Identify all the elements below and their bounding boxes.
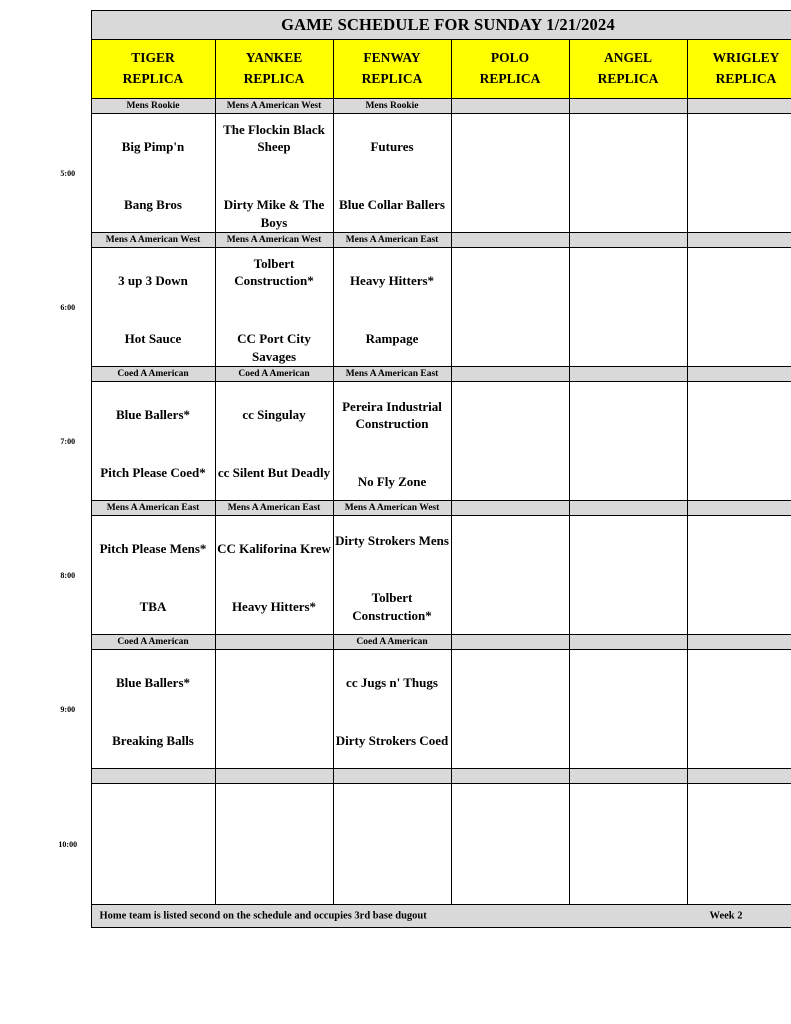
field-header-row xyxy=(45,40,791,99)
division-row-9-spacer xyxy=(45,635,91,650)
division-5-angel xyxy=(569,99,687,114)
game-5-yankee-home: Dirty Mike & The Boys xyxy=(223,197,325,230)
game-7-yankee xyxy=(215,382,333,501)
division-6-wrigley xyxy=(687,233,791,248)
game-7-tiger xyxy=(91,382,215,501)
field-header-spacer xyxy=(45,40,91,99)
footer-row-spacer xyxy=(45,905,91,928)
division-10-fenway xyxy=(333,769,451,784)
game-5-yankee-away: The Flockin Black Sheep xyxy=(223,121,325,155)
game-5-polo xyxy=(451,114,569,233)
game-7-fenway-away: Pereira Industrial Construction xyxy=(342,398,442,432)
field-header-wrigley-line2: REPLICA xyxy=(715,71,777,86)
division-6-tiger: Mens A American West xyxy=(91,233,215,248)
division-row-9 xyxy=(45,635,791,650)
game-5-yankee xyxy=(215,114,333,233)
game-7-yankee-home: cc Silent But Deadly xyxy=(217,465,331,480)
game-5-fenway-home: Blue Collar Ballers xyxy=(339,197,445,212)
game-10-wrigley xyxy=(687,784,791,905)
game-row-8 xyxy=(45,516,791,635)
game-6-fenway-home: Rampage xyxy=(365,331,419,346)
game-10-fenway xyxy=(333,784,451,905)
division-8-tiger: Mens A American East xyxy=(91,501,215,516)
division-9-polo xyxy=(451,635,569,650)
game-6-polo xyxy=(451,248,569,367)
game-6-fenway xyxy=(333,248,451,367)
division-row-6-spacer xyxy=(45,233,91,248)
game-7-fenway-home: No Fly Zone xyxy=(357,473,427,489)
division-8-wrigley xyxy=(687,501,791,516)
division-row-5-spacer xyxy=(45,99,91,114)
game-9-fenway xyxy=(333,650,451,769)
division-6-yankee: Mens A American West xyxy=(215,233,333,248)
division-10-yankee xyxy=(215,769,333,784)
game-8-fenway xyxy=(333,516,451,635)
field-header-polo-line1: POLO xyxy=(490,50,530,66)
game-6-tiger-away: 3 up 3 Down xyxy=(118,273,188,289)
game-8-yankee-away: CC Kaliforina Krew xyxy=(217,541,331,557)
game-6-angel xyxy=(569,248,687,367)
game-6-yankee xyxy=(215,248,333,367)
game-8-tiger-home: TBA xyxy=(139,599,167,614)
game-10-yankee xyxy=(215,784,333,905)
game-8-fenway-home: Tolbert Construction* xyxy=(352,590,432,623)
division-row-7 xyxy=(45,367,791,382)
game-6-yankee-home: CC Port City Savages xyxy=(237,331,311,364)
game-row-9 xyxy=(45,650,791,769)
field-header-tiger-line2: REPLICA xyxy=(122,71,184,86)
game-row-7 xyxy=(45,382,791,501)
game-9-yankee xyxy=(215,650,333,769)
game-7-polo xyxy=(451,382,569,501)
game-8-yankee xyxy=(215,516,333,635)
game-8-fenway-away: Dirty Strokers Mens xyxy=(335,532,449,548)
division-9-wrigley xyxy=(687,635,791,650)
division-10-angel xyxy=(569,769,687,784)
field-header-fenway-line2: REPLICA xyxy=(361,71,423,86)
field-header-tiger-line1: TIGER xyxy=(131,50,175,66)
division-9-yankee xyxy=(215,635,333,650)
game-10-polo xyxy=(451,784,569,905)
division-7-polo xyxy=(451,367,569,382)
page-title: GAME SCHEDULE FOR SUNDAY 1/21/2024 xyxy=(91,11,791,40)
game-5-fenway-away: Futures xyxy=(370,139,414,155)
game-6-tiger xyxy=(91,248,215,367)
division-10-tiger xyxy=(91,769,215,784)
division-9-fenway: Coed A American xyxy=(333,635,451,650)
game-8-wrigley xyxy=(687,516,791,635)
division-7-fenway: Mens A American East xyxy=(333,367,451,382)
game-9-tiger-home: Breaking Balls xyxy=(112,733,194,748)
game-5-tiger-away: Big Pimp'n xyxy=(121,139,185,155)
game-10-tiger xyxy=(91,784,215,905)
field-header-fenway xyxy=(333,40,451,99)
field-header-angel xyxy=(569,40,687,99)
time-label-5: 5:00 xyxy=(45,114,91,233)
division-6-polo xyxy=(451,233,569,248)
game-6-tiger-home: Hot Sauce xyxy=(124,331,182,346)
division-8-angel xyxy=(569,501,687,516)
division-5-tiger: Mens Rookie xyxy=(91,99,215,114)
field-header-polo-line2: REPLICA xyxy=(479,71,541,86)
time-label-9: 9:00 xyxy=(45,650,91,769)
division-7-tiger: Coed A American xyxy=(91,367,215,382)
division-7-angel xyxy=(569,367,687,382)
division-6-angel xyxy=(569,233,687,248)
footer-week: Week 2 xyxy=(709,910,743,922)
game-7-angel xyxy=(569,382,687,501)
division-6-fenway: Mens A American East xyxy=(333,233,451,248)
division-row-8-spacer xyxy=(45,501,91,516)
time-label-6: 6:00 xyxy=(45,248,91,367)
division-5-polo xyxy=(451,99,569,114)
field-header-wrigley-line1: WRIGLEY xyxy=(712,50,780,66)
game-6-fenway-away: Heavy Hitters* xyxy=(349,273,435,289)
game-5-tiger xyxy=(91,114,215,233)
division-5-fenway: Mens Rookie xyxy=(333,99,451,114)
game-8-tiger-away: Pitch Please Mens* xyxy=(99,541,207,557)
game-row-6 xyxy=(45,248,791,367)
division-8-polo xyxy=(451,501,569,516)
time-label-8: 8:00 xyxy=(45,516,91,635)
division-7-wrigley xyxy=(687,367,791,382)
field-header-angel-line1: ANGEL xyxy=(603,50,652,66)
field-header-fenway-line1: FENWAY xyxy=(363,50,421,66)
game-9-fenway-home: Dirty Strokers Coed xyxy=(335,733,449,748)
game-8-polo xyxy=(451,516,569,635)
field-header-polo xyxy=(451,40,569,99)
game-9-wrigley xyxy=(687,650,791,769)
division-5-wrigley xyxy=(687,99,791,114)
game-5-wrigley xyxy=(687,114,791,233)
game-7-tiger-away: Blue Ballers* xyxy=(115,407,191,423)
game-9-tiger-away: Blue Ballers* xyxy=(115,675,191,691)
game-9-angel xyxy=(569,650,687,769)
division-row-10-spacer xyxy=(45,769,91,784)
game-9-polo xyxy=(451,650,569,769)
field-header-angel-line2: REPLICA xyxy=(597,71,659,86)
footer-note: Home team is listed second on the schedule and occupies 3rd base dugout xyxy=(99,910,427,922)
time-label-10: 10:00 xyxy=(45,784,91,905)
division-10-polo xyxy=(451,769,569,784)
division-5-yankee: Mens A American West xyxy=(215,99,333,114)
game-5-fenway xyxy=(333,114,451,233)
game-7-wrigley xyxy=(687,382,791,501)
division-10-wrigley xyxy=(687,769,791,784)
division-row-5 xyxy=(45,99,791,114)
game-9-fenway-away: cc Jugs n' Thugs xyxy=(346,675,438,691)
division-row-7-spacer xyxy=(45,367,91,382)
footer-note-cell xyxy=(91,905,791,928)
field-header-wrigley xyxy=(687,40,791,99)
time-label-7: 7:00 xyxy=(45,382,91,501)
game-10-angel xyxy=(569,784,687,905)
game-7-tiger-home: Pitch Please Coed* xyxy=(100,465,206,480)
game-5-angel xyxy=(569,114,687,233)
division-row-10 xyxy=(45,769,791,784)
field-header-yankee-line2: REPLICA xyxy=(243,71,305,86)
field-header-yankee-line1: YANKEE xyxy=(245,50,303,66)
game-row-10 xyxy=(45,784,791,905)
game-9-tiger xyxy=(91,650,215,769)
division-row-8 xyxy=(45,501,791,516)
game-8-tiger xyxy=(91,516,215,635)
division-9-tiger: Coed A American xyxy=(91,635,215,650)
game-6-wrigley xyxy=(687,248,791,367)
game-8-yankee-home: Heavy Hitters* xyxy=(231,599,317,614)
game-6-yankee-away: Tolbert Construction* xyxy=(234,255,314,289)
division-9-angel xyxy=(569,635,687,650)
division-7-yankee: Coed A American xyxy=(215,367,333,382)
title-row xyxy=(45,11,791,40)
division-8-yankee: Mens A American East xyxy=(215,501,333,516)
division-row-6 xyxy=(45,233,791,248)
footer-row xyxy=(45,905,791,928)
game-7-fenway xyxy=(333,382,451,501)
game-5-tiger-home: Bang Bros xyxy=(124,197,182,212)
division-8-fenway: Mens A American West xyxy=(333,501,451,516)
game-8-angel xyxy=(569,516,687,635)
game-schedule-table xyxy=(45,10,791,928)
game-row-5 xyxy=(45,114,791,233)
field-header-tiger xyxy=(91,40,215,99)
game-7-yankee-away: cc Singulay xyxy=(242,407,306,423)
title-row-spacer xyxy=(45,11,91,40)
field-header-yankee xyxy=(215,40,333,99)
